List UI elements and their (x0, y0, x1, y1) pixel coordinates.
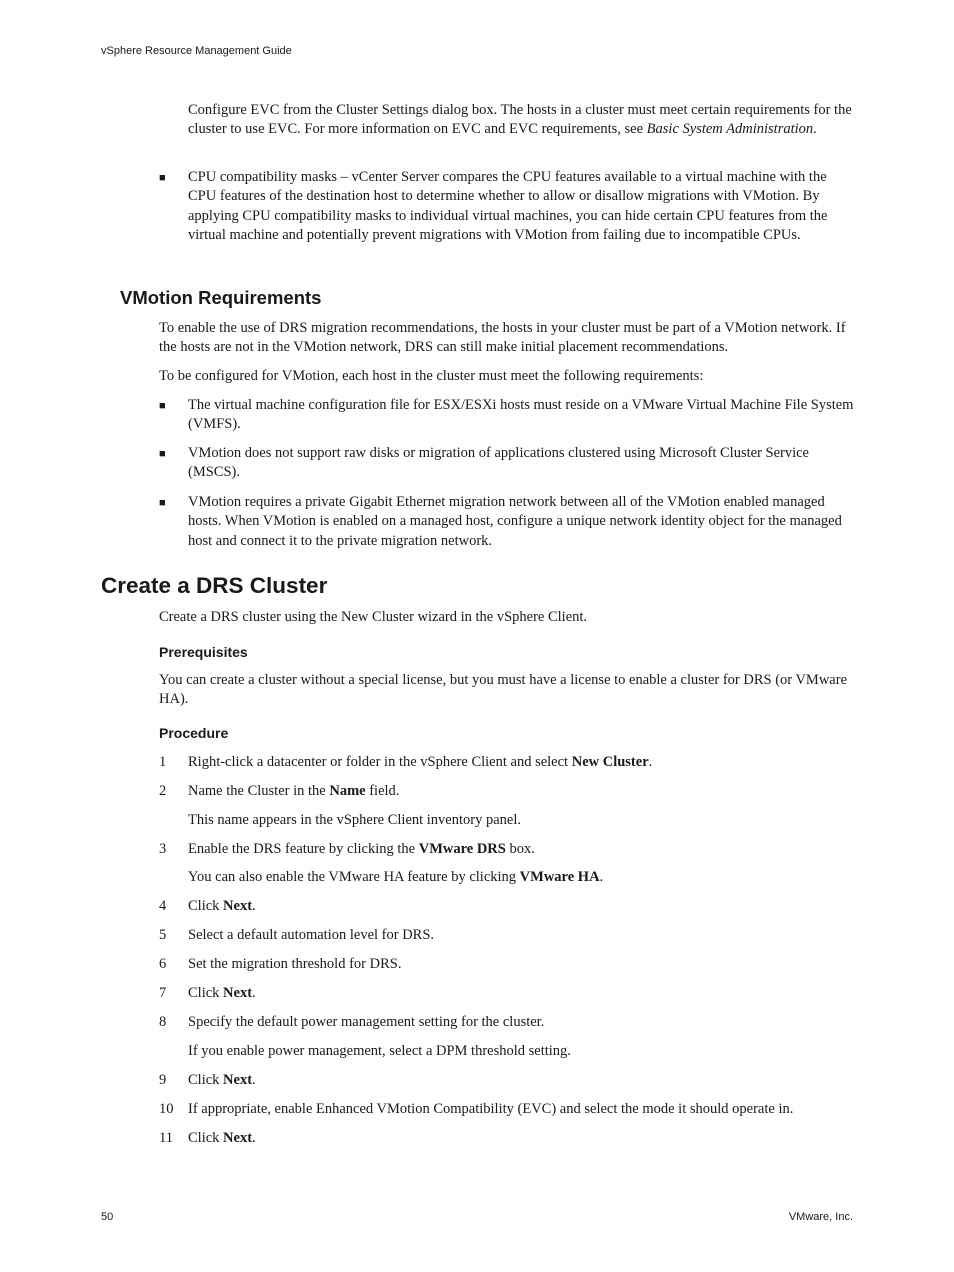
evc-reference-link: Basic System Administration (646, 121, 814, 138)
step-8-note: If you enable power management, select a DPM threshold setting. (188, 1043, 571, 1059)
vmotion-heading: VMotion Requirements (120, 287, 322, 308)
evc-text: Configure EVC from the Cluster Settings dialog box. The hosts in a cluster must meet certain requirements for the cluster to use EVC. For more information on EVC and EVC requirements, see (188, 102, 852, 138)
step-6: Set the migration threshold for DRS. (188, 956, 402, 972)
running-header: vSphere Resource Management Guide (101, 45, 292, 57)
step-number: 5 (159, 927, 167, 943)
step-number: 9 (159, 1072, 167, 1088)
vmotion-bullet-3: VMotion requires a private Gigabit Ethernet migration network between all of the VMotion enabled managed hosts. When VMotion is enabled on a managed host, configure a unique network identity object for the managed host and connect it to the private migration network. (188, 494, 842, 549)
prereq-heading: Prerequisites (159, 644, 248, 660)
step-9: Click Next. (188, 1072, 256, 1088)
step-number: 6 (159, 956, 167, 972)
ui-label-vmware-drs: VMware DRS (418, 841, 506, 857)
ui-label-next: Next (223, 1130, 253, 1146)
ui-label-next: Next (223, 898, 253, 914)
cpu-masks-bullet: CPU compatibility masks – vCenter Server compares the CPU features available to a virtual machine with the CPU features of the destination host to determine whether to allow or disallow migrations with VMotion. By applying CPU compatibility masks to individual virtual machines, you can hide certain CPU features from the virtual machine and potentially prevent migrations with VMotion from failing due to incompatible CPUs. (188, 169, 828, 243)
vmotion-para2: To be configured for VMotion, each host in the cluster must meet the following requirements: (159, 368, 704, 384)
page-number: 50 (101, 1211, 114, 1223)
bullet-square-icon: ■ (159, 448, 166, 460)
drs-heading: Create a DRS Cluster (101, 573, 328, 598)
step-number: 3 (159, 841, 167, 857)
step-1: Right-click a datacenter or folder in the vSphere Client and select New Cluster. (188, 754, 653, 770)
step-4: Click Next. (188, 898, 256, 914)
vmotion-bullet-2: VMotion does not support raw disks or migration of applications clustered using Microsoft Cluster Service (MSCS). (188, 445, 809, 481)
step-number: 11 (159, 1130, 173, 1146)
drs-intro: Create a DRS cluster using the New Cluster wizard in the vSphere Client. (159, 609, 588, 625)
bullet-square-icon: ■ (159, 172, 166, 184)
step-number: 4 (159, 898, 167, 914)
bullet-square-icon: ■ (159, 497, 166, 509)
step-number: 1 (159, 754, 167, 770)
vmotion-bullet-1: The virtual machine configuration file for ESX/ESXi hosts must reside on a VMware Virtual Machine File System (VMFS). (188, 397, 854, 433)
prereq-text: You can create a cluster without a special license, but you must have a license to enable a cluster for DRS (or VMware HA). (159, 672, 847, 708)
evc-text-end: . (813, 121, 817, 138)
step-2: Name the Cluster in the Name field. (188, 783, 400, 799)
step-number: 7 (159, 985, 167, 1001)
step-number: 2 (159, 783, 167, 799)
ui-label-next: Next (223, 1072, 253, 1088)
step-11: Click Next. (188, 1130, 256, 1146)
evc-paragraph (188, 101, 856, 140)
step-7: Click Next. (188, 985, 256, 1001)
ui-label-new-cluster: New Cluster (571, 754, 649, 770)
bullet-square-icon: ■ (159, 400, 166, 412)
step-3-note: You can also enable the VMware HA feature by clicking VMware HA. (188, 869, 604, 885)
procedure-heading: Procedure (159, 725, 229, 741)
step-10: If appropriate, enable Enhanced VMotion Compatibility (EVC) and select the mode it should operate in. (188, 1101, 794, 1117)
vmotion-para1: To enable the use of DRS migration recommendations, the hosts in your cluster must be part of a VMotion network. If the hosts are not in the VMotion network, DRS can still make initial placement recommendations. (159, 320, 846, 356)
footer-company: VMware, Inc. (788, 1211, 853, 1223)
step-number: 8 (159, 1014, 167, 1030)
step-3: Enable the DRS feature by clicking the VMware DRS box. (188, 841, 535, 857)
step-5: Select a default automation level for DRS. (188, 927, 435, 943)
step-2-note: This name appears in the vSphere Client inventory panel. (188, 812, 522, 828)
ui-label-vmware-ha: VMware HA (519, 869, 600, 885)
ui-label-next: Next (223, 985, 253, 1001)
step-8: Specify the default power management setting for the cluster. (188, 1014, 545, 1030)
step-number: 10 (159, 1101, 174, 1117)
ui-label-name: Name (329, 783, 366, 799)
